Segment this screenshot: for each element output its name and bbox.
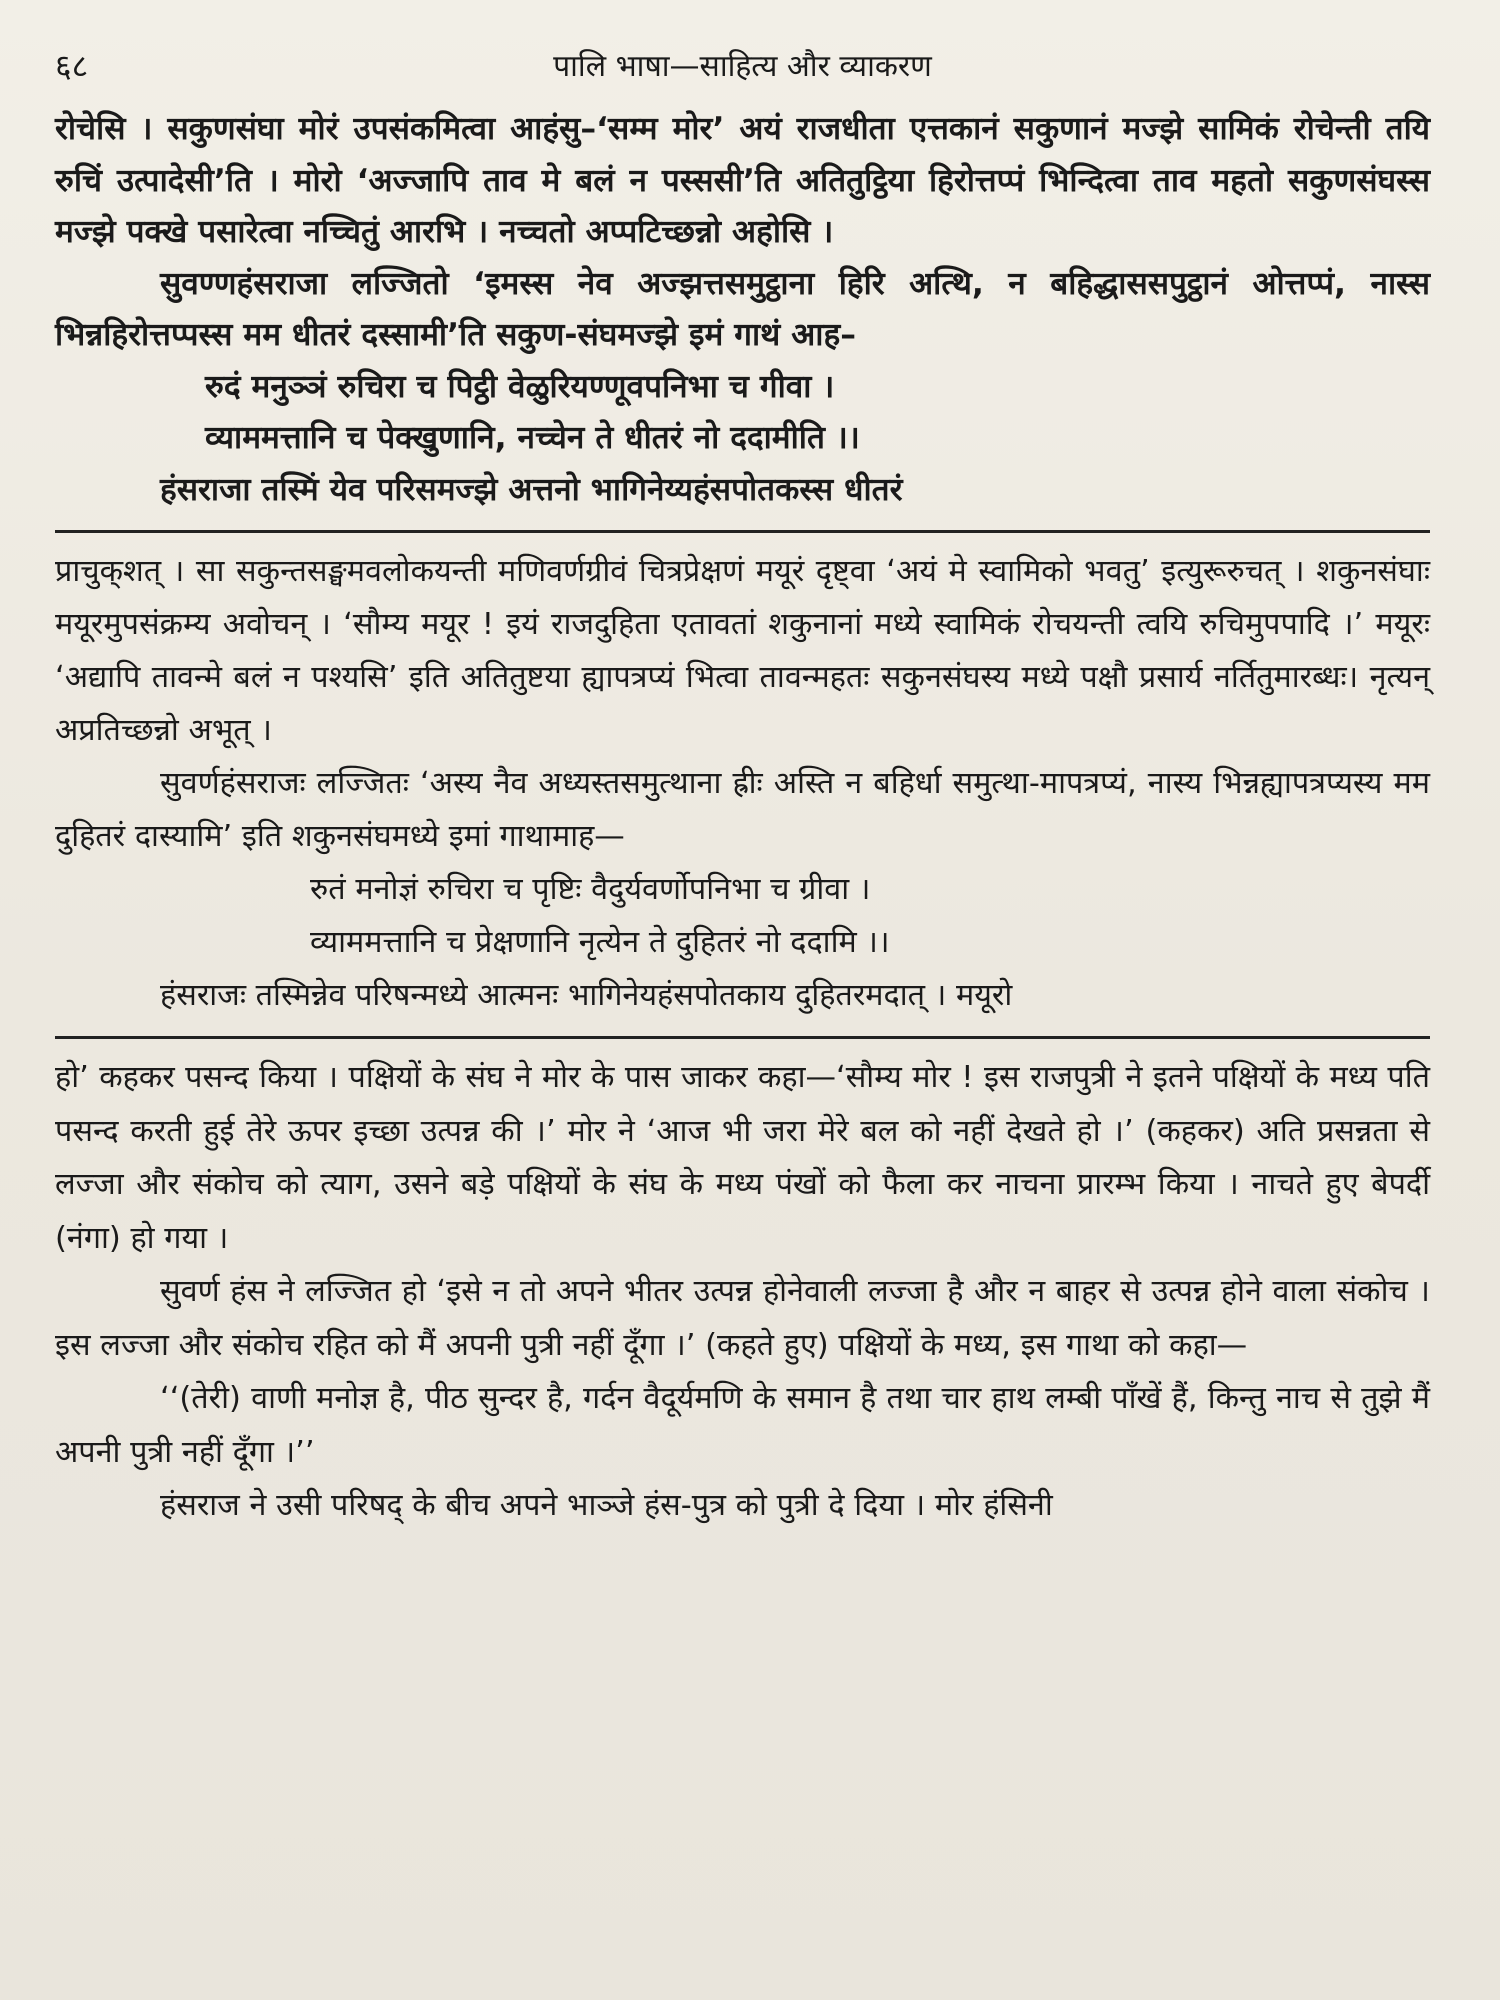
hindi-translation-section (55, 1051, 1430, 1533)
sanskrit-verse-line-1: रुतं मनोज्ञं रुचिरा च पृष्टिः वैदुर्यवर्णोपनिभा च ग्रीवा । (310, 872, 871, 907)
hindi-verse-translation: ‘‘(तेरी) वाणी मनोज्ञ है, पीठ सुन्दर है, गर्दन वैदूर्यमणि के समान है तथा चार हाथ लम्बी पाँखें हैं, किन्तु नाच से तुझे मैं अपनी पुत्री नहीं दूँगा ।’’ (55, 1381, 1430, 1470)
pali-verse-line-1: रुदं मनुञ्ञं रुचिरा च पिट्ठी वेळुरियण्णूवपनिभा च गीवा । (205, 368, 835, 405)
pali-text-section (55, 104, 1430, 516)
pali-paragraph-1: रोचेसि । सकुणसंघा मोरं उपसंकमित्वा आहंसु–‘सम्म मोर’ अयं राजधीता एत्तकानं सकुणानं मज्झे सामिकं रोचेन्ती तयि रुचिं उत्पादेसी’ति । मोरो ‘अज्जापि ताव मे बलं न पस्ससी’ति अतितुट्ठिया हिरोत्तप्पं भिन्दित्वा ताव महतो सकुणसंघस्स मज्झे पक्खे पसारेत्वा नच्चितुं आरभि । नच्चतो अप्पटिच्छन्नो अहोसि । (55, 111, 1430, 250)
hindi-paragraph-2: सुवर्ण हंस ने लज्जित हो ‘इसे न तो अपने भीतर उत्पन्न होनेवाली लज्जा है और न बाहर से उत्पन्न होने वाला संकोच । इस लज्जा और संकोच रहित को मैं अपनी पुत्री नहीं दूँगा ।’ (कहते हुए) पक्षियों के मध्य, इस गाथा को कहा— (55, 1274, 1430, 1363)
sanskrit-text-section (55, 545, 1430, 1022)
section-divider-1 (55, 530, 1430, 533)
section-divider-2 (55, 1036, 1430, 1039)
pali-verse-line-2: व्याममत्तानि च पेक्खुणानि, नच्चेन ते धीतरं नो ददामीति ।। (205, 420, 860, 456)
sanskrit-paragraph-3: हंसराजः तस्मिन्नेव परिषन्मध्ये आत्मनः भागिनेयहंसपोतकाय दुहितरमदात् । मयूरो (160, 978, 1013, 1013)
hindi-paragraph-1: हो’ कहकर पसन्द किया । पक्षियों के संघ ने मोर के पास जाकर कहा—‘सौम्य मोर ! इस राजपुत्री ने इतने पक्षियों के मध्य पति पसन्द करती हुई तेरे ऊपर इच्छा उत्पन्न की ।’ मोर ने ‘आज भी जरा मेरे बल को नहीं देखते हो ।’ (कहकर) अति प्रसन्नता से लज्जा और संकोच को त्याग, उसने बड़े पक्षियों के संघ के मध्य पंखों को फैला कर नाचना प्रारम्भ किया । नाचते हुए बेपर्दी (नंगा) हो गया । (55, 1060, 1430, 1256)
sanskrit-paragraph-2: सुवर्णहंसराजः लज्जितः ‘अस्य नैव अध्यस्तसमुत्थाना ह्रीः अस्ति न बहिर्धा समुत्था-मापत्रप्यं, नास्य भिन्नह्यापत्रप्यस्य मम दुहितरं दास्यामि’ इति शकुनसंघमध्ये इमां गाथामाह— (55, 766, 1430, 854)
sanskrit-verse-line-2: व्याममत्तानि च प्रेक्षणानि नृत्येन ते दुहितरं नो ददामि ।। (310, 925, 890, 960)
running-title: पालि भाषा—साहित्य और व्याकरण (553, 49, 932, 84)
pali-paragraph-3: हंसराजा तस्मिं येव परिसमज्झे अत्तनो भागिनेय्यहंसपोतकस्स धीतरं (160, 471, 903, 508)
page-header (55, 40, 1430, 104)
page-number: ६८ (55, 47, 89, 85)
pali-paragraph-2: सुवण्णहंसराजा लज्जितो ‘इमस्स नेव अज्झत्तसमुट्ठाना हिरि अत्थि, न बहिद्धाससपुट्ठानं ओत्तप्पं, नास्स भिन्नहिरोत्तप्पस्स मम धीतरं दस्सामी’ति सकुण-संघमज्झे इमं गाथं आह– (55, 265, 1430, 353)
sanskrit-paragraph-1: प्राचुक्‌शत् । सा सकुन्तसङ्घमवलोकयन्ती मणिवर्णग्रीवं चित्रप्रेक्षणं मयूरं दृष्ट्वा ‘अयं मे स्वामिको भवतु’ इत्युरूरुचत् । शकुनसंघाः मयूरमुपसंक्रम्य अवोचन् । ‘सौम्य मयूर ! इयं राजदुहिता एतावतां शकुनानां मध्ये स्वामिकं रोचयन्ती त्वयि रुचिमुपपादि ।’ मयूरः ‘अद्यापि तावन्मे बलं न पश्यसि’ इति अतितुष्टया ह्यापत्रप्यं भित्वा तावन्महतः सकुनसंघस्य मध्ये पक्षौ प्रसार्य नर्तितुमारब्धः। नृत्यन् अप्रतिच्छन्नो अभूत् । (55, 554, 1430, 748)
hindi-paragraph-4: हंसराज ने उसी परिषद् के बीच अपने भाञ्जे हंस-पुत्र को पुत्री दे दिया । मोर हंसिनी (160, 1488, 1053, 1523)
